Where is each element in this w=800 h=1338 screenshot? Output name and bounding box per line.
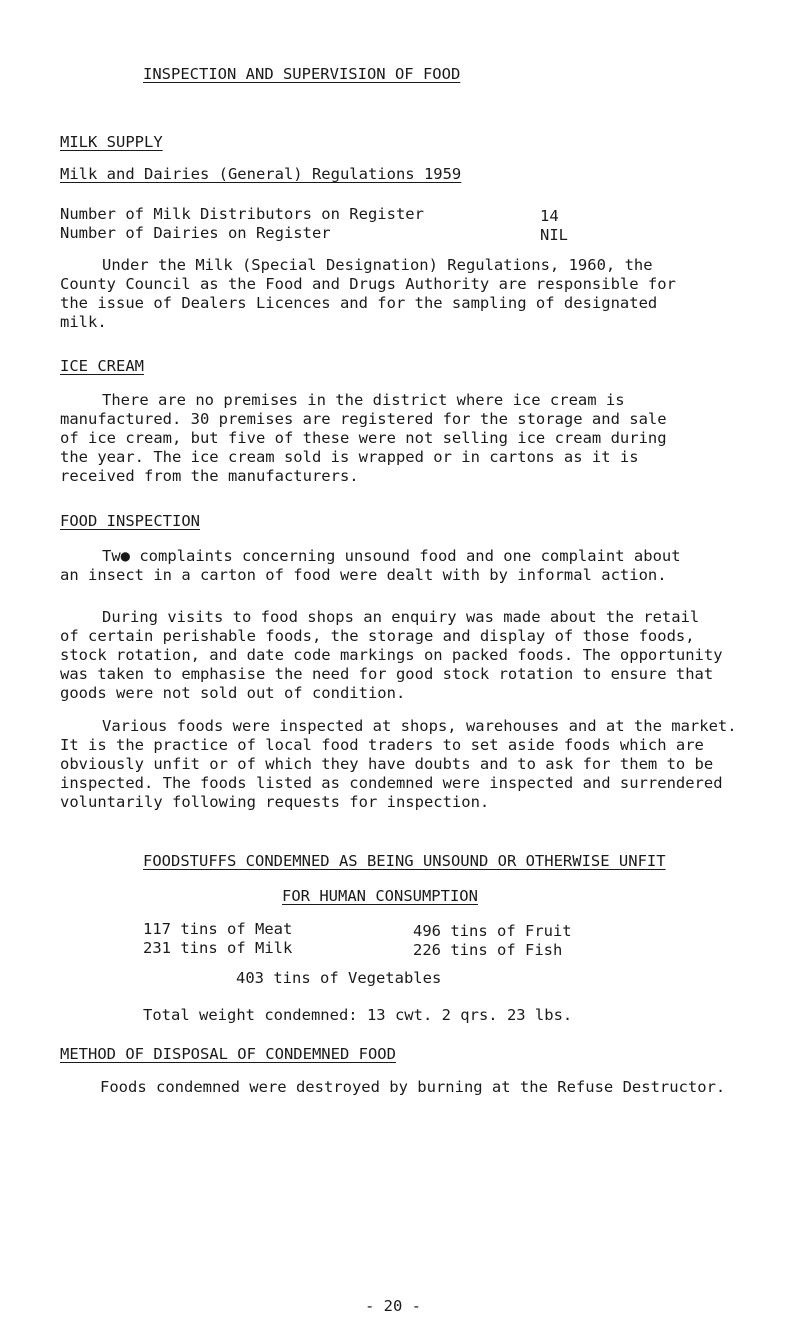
milk-tins: 231 tins of Milk xyxy=(143,939,293,957)
disposal-heading: METHOD OF DISPOSAL OF CONDEMNED FOOD xyxy=(60,1045,396,1063)
text-line: Various foods were inspected at shops, warehouses and at the market. xyxy=(102,717,737,735)
text-line: There are no premises in the district where ice cream is xyxy=(102,391,625,409)
fish-tins: 226 tins of Fish xyxy=(413,941,563,959)
food-inspection-heading: FOOD INSPECTION xyxy=(60,512,200,530)
text-line: It is the practice of local food traders to set aside foods which are xyxy=(60,736,704,754)
ice-cream-paragraph xyxy=(60,391,760,486)
text-line: manufactured. 30 premises are registered for the storage and sale xyxy=(60,410,667,428)
food-inspection-paragraph-3 xyxy=(60,717,760,812)
total-weight: Total weight condemned: 13 cwt. 2 qrs. 23 lbs. xyxy=(143,1006,573,1024)
milk-supply-heading: MILK SUPPLY xyxy=(60,133,163,151)
text-line: goods were not sold out of condition. xyxy=(60,684,406,702)
dairies-label: Number of Dairies on Register xyxy=(60,224,331,242)
milk-regulations-subheading: Milk and Dairies (General) Regulations 1959 xyxy=(60,165,462,183)
text-line: obviously unfit or of which they have doubts and to ask for them to be xyxy=(60,755,714,773)
text-line: inspected. The foods listed as condemned were inspected and surrendered xyxy=(60,774,723,792)
food-inspection-paragraph-1 xyxy=(60,547,760,585)
text-line: Tw● complaints concerning unsound food and one complaint about xyxy=(102,547,681,565)
text-line: the issue of Dealers Licences and for the sampling of designated xyxy=(60,294,658,312)
text-line: milk. xyxy=(60,313,107,331)
text-line: the year. The ice cream sold is wrapped or in cartons as it is xyxy=(60,448,639,466)
page-title: INSPECTION AND SUPERVISION OF FOOD xyxy=(143,65,461,83)
fruit-tins: 496 tins of Fruit xyxy=(413,922,572,940)
text-line: of certain perishable foods, the storage and display of those foods, xyxy=(60,627,695,645)
dairies-value: NIL xyxy=(540,226,568,244)
text-line: received from the manufacturers. xyxy=(60,467,359,485)
text-line: Under the Milk (Special Designation) Regulations, 1960, the xyxy=(102,256,653,274)
milk-paragraph xyxy=(60,256,760,332)
text-line: was taken to emphasise the need for good stock rotation to ensure that xyxy=(60,665,714,683)
meat-tins: 117 tins of Meat xyxy=(143,920,293,938)
food-inspection-paragraph-2 xyxy=(60,608,760,703)
vegetable-tins: 403 tins of Vegetables xyxy=(236,969,442,987)
text-line: an insect in a carton of food were dealt with by informal action. xyxy=(60,566,667,584)
text-line: During visits to food shops an enquiry was made about the retail xyxy=(102,608,700,626)
condemned-heading: FOODSTUFFS CONDEMNED AS BEING UNSOUND OR OTHERWISE UNFIT xyxy=(143,852,666,870)
page-number: - 20 - xyxy=(365,1297,421,1315)
text-line: of ice cream, but five of these were not selling ice cream during xyxy=(60,429,667,447)
text-line: County Council as the Food and Drugs Authority are responsible for xyxy=(60,275,676,293)
text-line: voluntarily following requests for inspection. xyxy=(60,793,490,811)
condemned-subheading: FOR HUMAN CONSUMPTION xyxy=(282,887,478,905)
milk-distributors-value: 14 xyxy=(540,207,559,225)
disposal-text: Foods condemned were destroyed by burning at the Refuse Destructor. xyxy=(100,1078,726,1096)
text-line: stock rotation, and date code markings on packed foods. The opportunity xyxy=(60,646,723,664)
milk-distributors-label: Number of Milk Distributors on Register xyxy=(60,205,424,223)
ice-cream-heading: ICE CREAM xyxy=(60,357,144,375)
